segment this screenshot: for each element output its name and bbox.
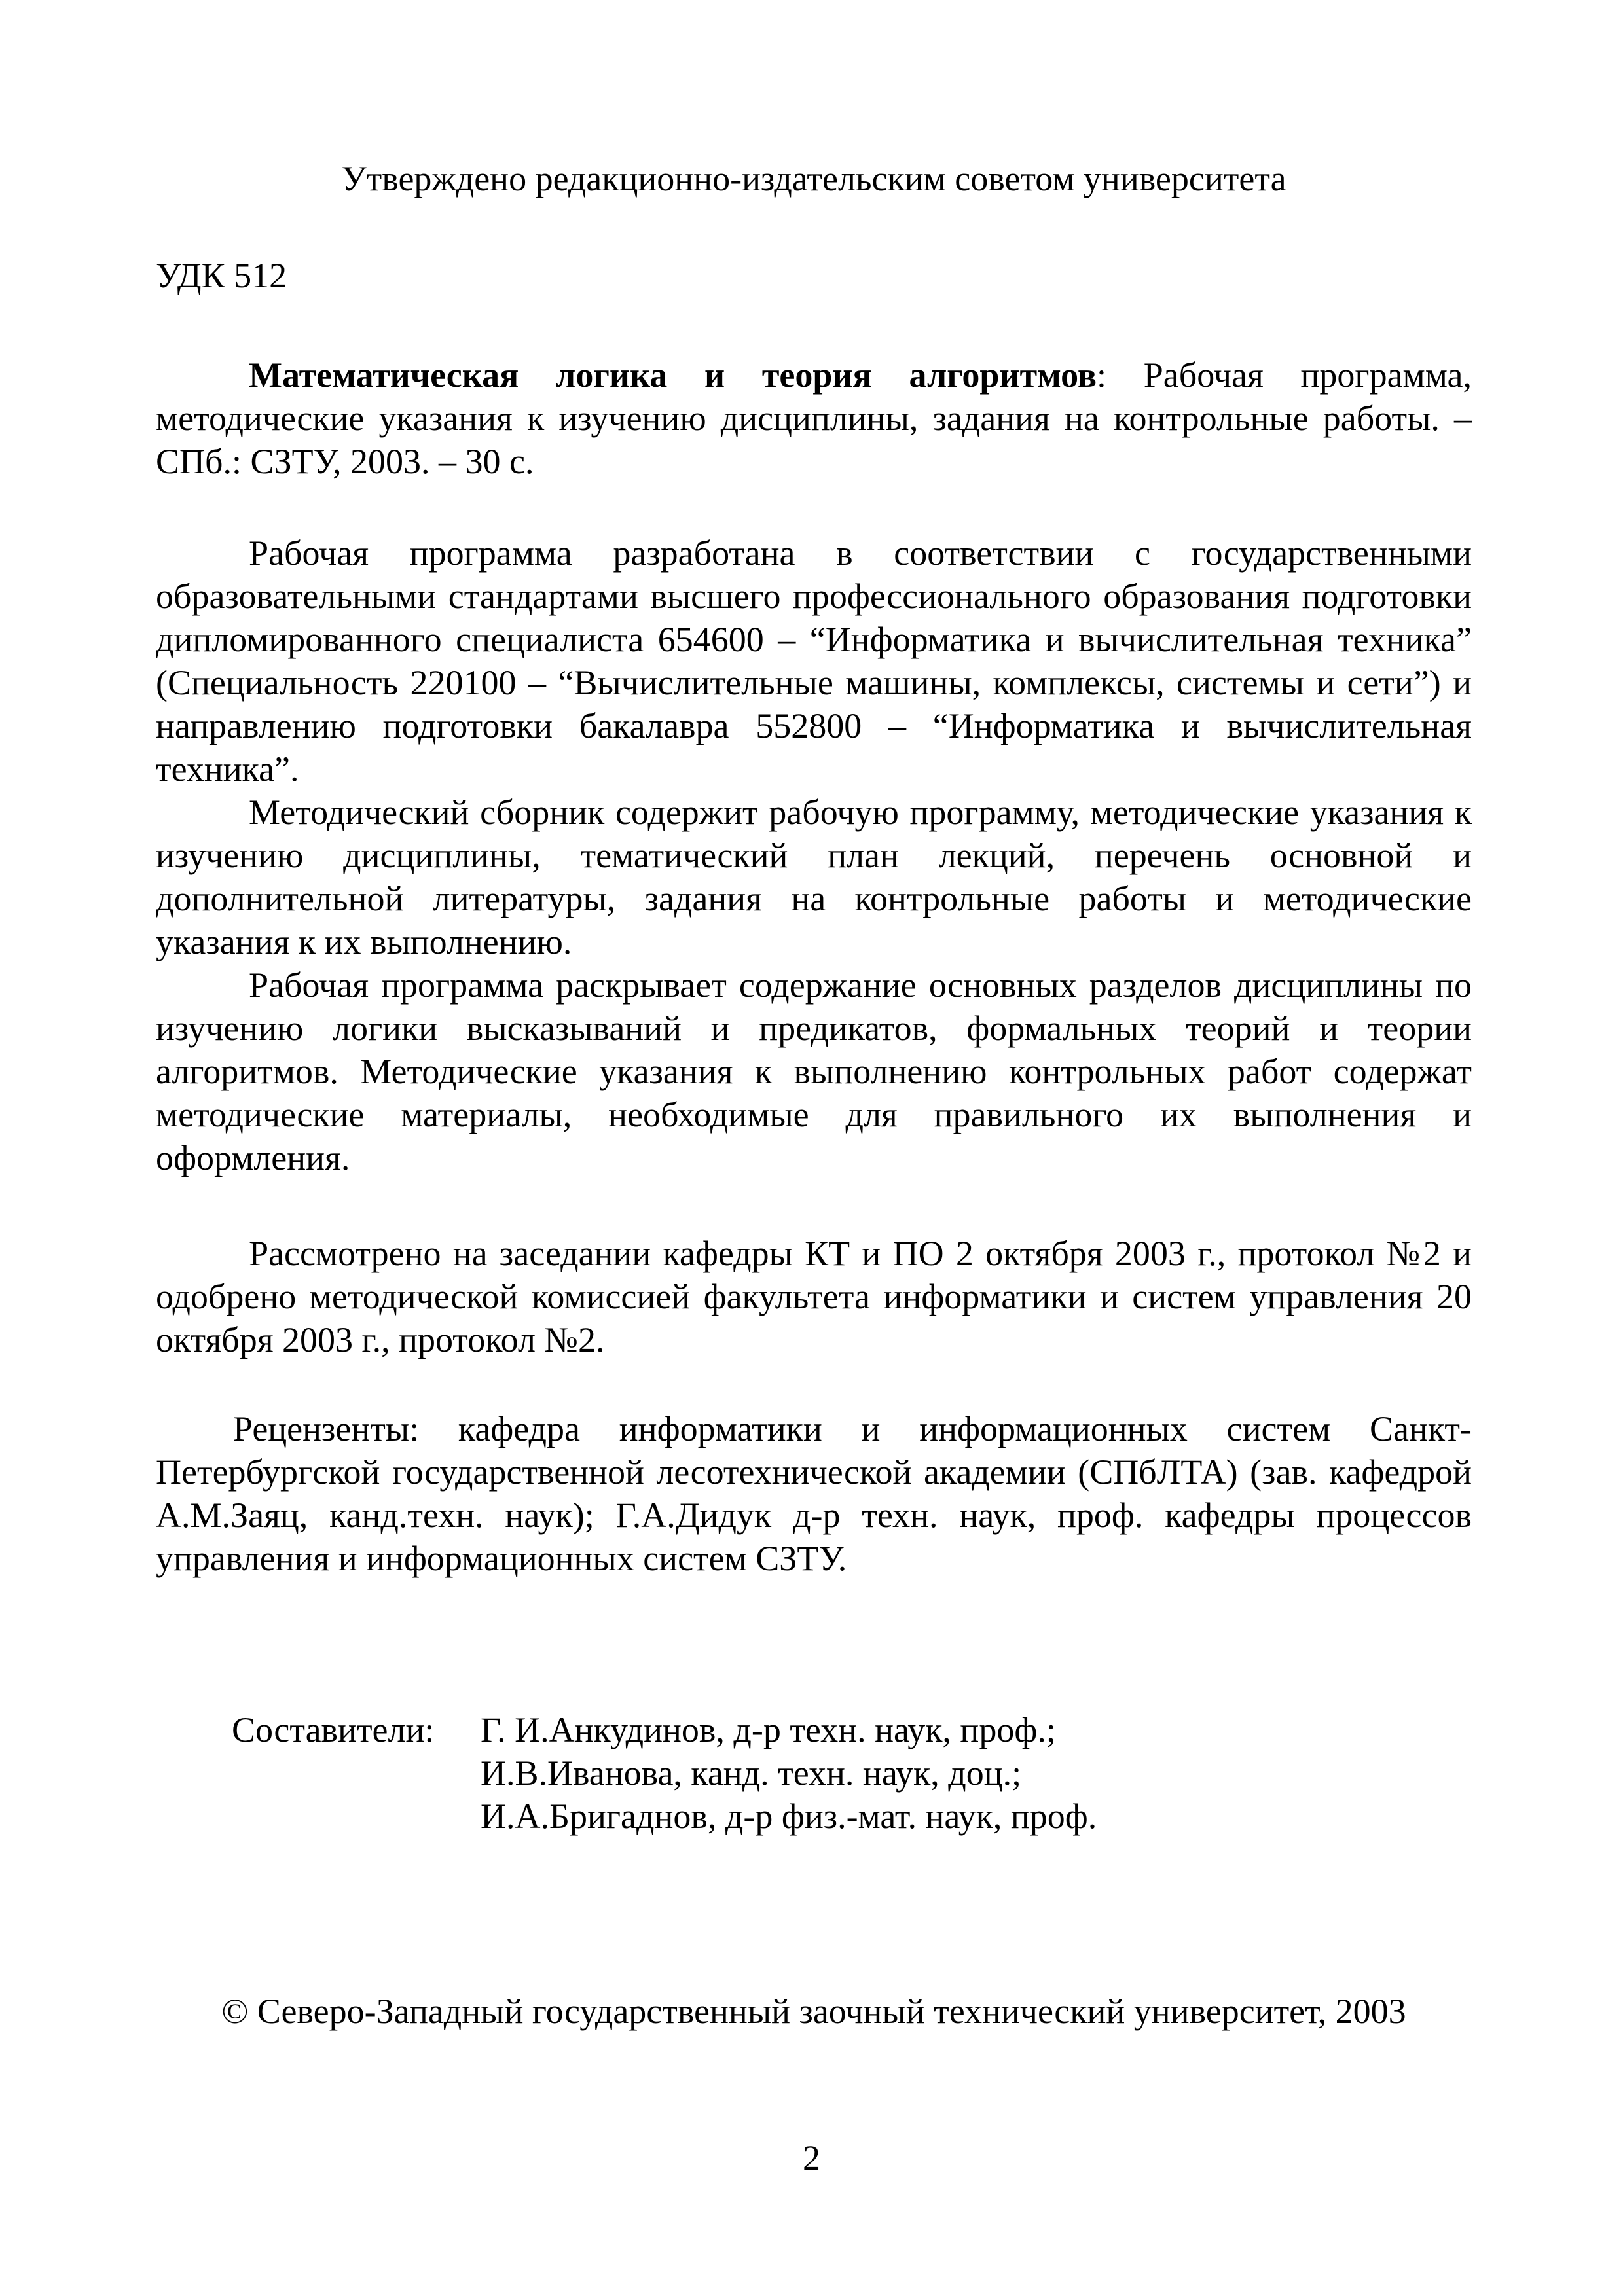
compilers-label: Составители: (232, 1710, 435, 1749)
compiler-name: И.А.Бригаднов, д-р физ.-мат. наук, проф. (481, 1797, 1097, 1836)
compilers-list (481, 1708, 1097, 1838)
compiler-name: И.В.Иванова, канд. техн. наук, доц.; (481, 1753, 1022, 1793)
bibliographic-details: : Рабочая программа, методические указания к изучению дисциплины, задания на контрольные работы. – СПб.: СЗТУ, 2003. – 30 с. (156, 355, 1472, 481)
description-paragraph-2: Методический сборник содержит рабочую программу, методические указания к изучению дисциплины, тематический план лекций, перечень основной и дополнительной литературы, задания на контрольные работы и методические указания к их выполнению. (156, 793, 1472, 961)
description-paragraph-1: Рабочая программа разработана в соответствии с государственными образовательными стандартами высшего профессионального образования подготовки дипломированного специалиста 654600 – “Информатика и вычислительная техника” (Специальность 220100 – “Вычислительные машины, комплексы, системы и сети”) и направлению подготовки бакалавра 552800 – “Информатика и вычислительная техника”. (156, 533, 1472, 789)
bibliographic-paragraph (156, 353, 1472, 483)
reviewers-paragraph: Рецензенты: кафедра информатики и информационных систем Санкт-Петербургской государственной лесотехнической академии (СПбЛТА) (зав. кафедрой А.М.Заяц, канд.техн. наук); Г.А.Дидук д-р техн. наук, проф. кафедры процессов управления и информационных систем СЗТУ. (156, 1409, 1472, 1578)
udk-code: УДК 512 (156, 256, 287, 295)
approval-line: Утверждено редакционно-издательским советом университета (341, 159, 1286, 198)
review-paragraph: Рассмотрено на заседании кафедры КТ и ПО 2 октября 2003 г., протокол №2 и одобрено методической комиссией факультета информатики и систем управления 20 октября 2003 г., протокол №2. (156, 1234, 1472, 1359)
compiler-name: Г. И.Анкудинов, д-р техн. наук, проф.; (481, 1710, 1056, 1749)
book-title: Математическая логика и теория алгоритмов (249, 355, 1097, 395)
copyright-line: © Северо-Западный государственный заочный технический университет, 2003 (221, 1992, 1406, 2031)
description-section (156, 531, 1472, 1179)
page-number: 2 (803, 2138, 820, 2178)
description-paragraph-3: Рабочая программа раскрывает содержание основных разделов дисциплины по изучению логики высказываний и предикатов, формальных теорий и теории алгоритмов. Методические указания к выполнению контрольных работ содержат методические материалы, необходимые для правильного их выполнения и оформления. (156, 965, 1472, 1177)
